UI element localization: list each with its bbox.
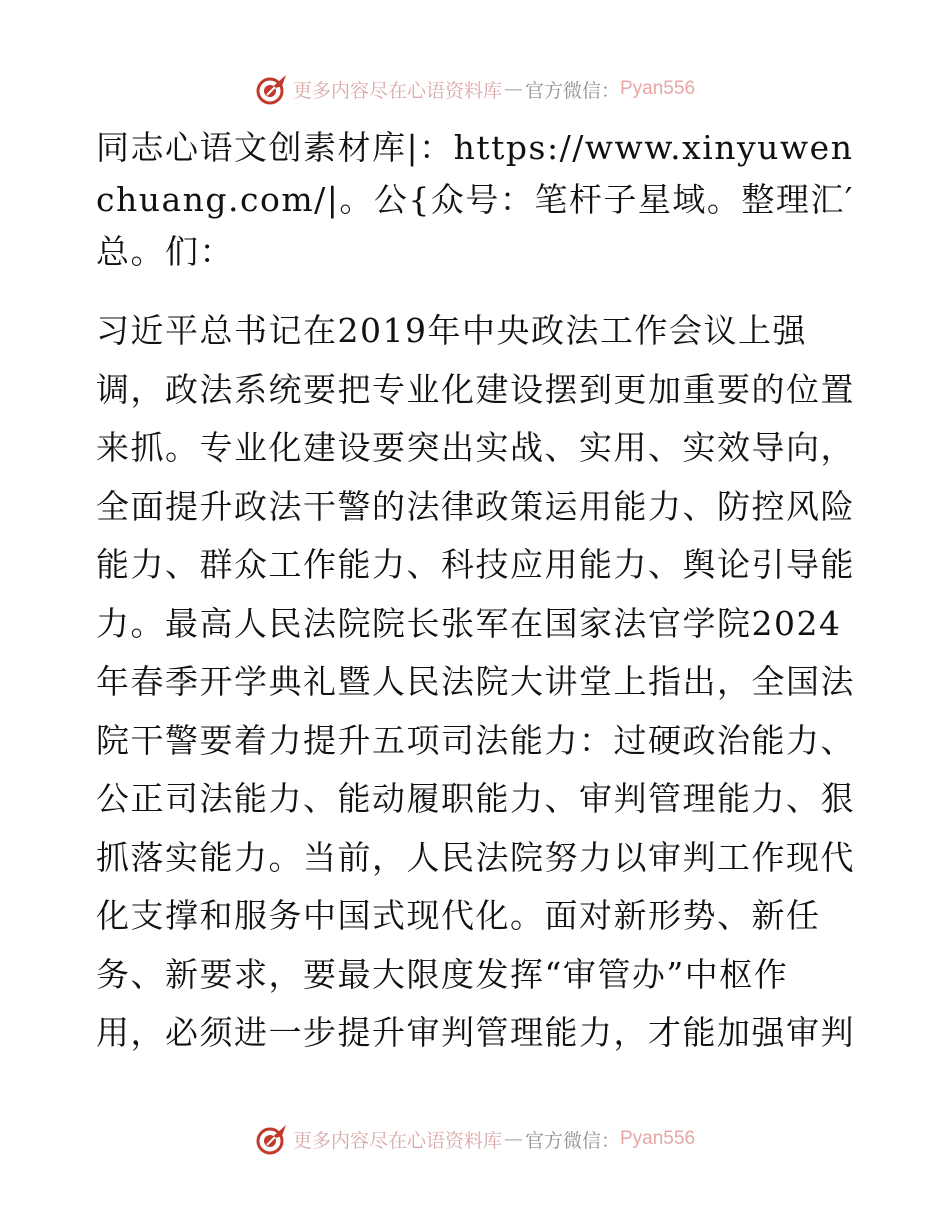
document-content — [96, 122, 856, 1063]
footer-wechat-label: 官方微信： — [524, 1129, 620, 1152]
footer-watermark-banner — [0, 1122, 950, 1156]
footer-wechat-id: Pyan556 — [620, 1128, 696, 1149]
header-wechat-label: 官方微信： — [524, 79, 620, 102]
header-wechat-id: Pyan556 — [620, 78, 696, 99]
body-paragraph: 习近平总书记在2019年中央政法工作会议上强调，政法系统要把专业化建设摆到更加重要的位置来抓。专业化建设要突出实战、实用、实效导向，全面提升政法干警的法律政策运用能力、防控风险能力、群众工作能力、科技应用能力、舆论引导能力。最高人民法院院长张军在国家法官学院2024年春季开学典礼暨人民法院大讲堂上指出，全国法院干警要着力提升五项司法能力：过硬政治能力、公正司法能力、能动履职能力、审判管理能力、狠抓落实能力。当前，人民法院努力以审判工作现代化支撑和服务中国式现代化。面对新形势、新任务、新要求，要最大限度发挥“审管办”中枢作用，必须进一步提升审判管理能力，才能加强审判 — [96, 311, 855, 1052]
source-note-paragraph: 同志心语文创素材库|：https://www.xinyuwenchuang.com/|。公{众号：笔杆子星域。整理汇′总。们： — [96, 128, 854, 271]
seal-quill-logo-icon — [255, 72, 289, 106]
header-separator: — — [503, 78, 523, 100]
seal-quill-logo-icon — [255, 1122, 289, 1156]
header-watermark-banner — [0, 72, 950, 106]
footer-separator: — — [503, 1128, 523, 1150]
footer-promo-text: 更多内容尽在心语资料库 — [292, 1129, 502, 1152]
header-promo-text: 更多内容尽在心语资料库 — [292, 79, 502, 102]
